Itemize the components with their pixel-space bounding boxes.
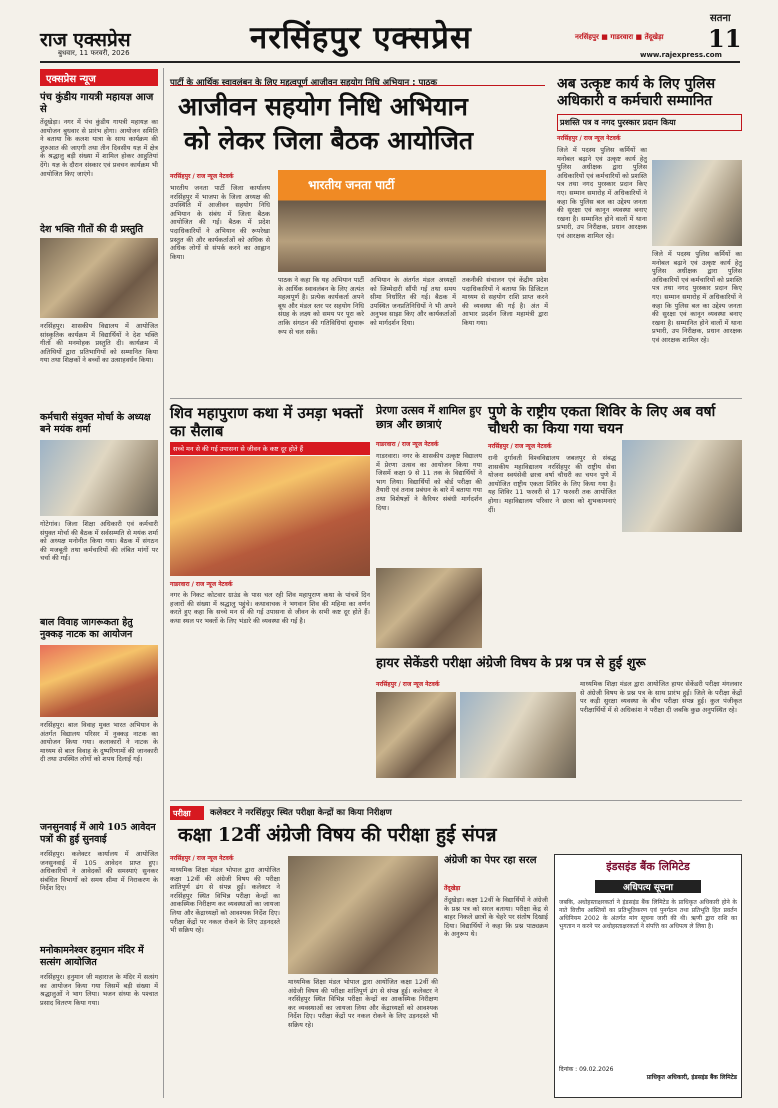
shiv-photo [170, 456, 370, 576]
bottom-kicker: कलेक्टर ने नरसिंहपुर स्थित परीक्षा केन्द्रों का किया निरीक्षण [210, 808, 392, 818]
english-body: तेंदूखेड़ा। कक्षा 12वीं के विद्यार्थियों ने अंग्रेजी के प्रश्न पत्र को सरल बताया। परीक्षा केंद्र से बाहर निकले छात्रों के चेहरे पर संतोष दिखाई दिया। विद्यार्थियों ने कहा कि प्रश्न पाठ्यक्रम के अनुरूप थे। [444, 896, 548, 939]
left-story3-body: गोटेगांव। जिला शिक्षा अधिकारी एवं कर्मचारी संयुक्त मोर्चा की बैठक में सर्वसम्मति से मयंक शर्मा को अध्यक्ष मनोनीत किया गया। बैठक में संगठन की मजबूती तथा कर्मचारियों की लंबित मांगों पर चर्चा की गई। [40, 520, 158, 563]
lead-headline-line2: को लेकर जिला बैठक आयोजित [184, 126, 474, 155]
lead-kicker [170, 70, 545, 86]
left-story4-headline: बाल विवाह जागरूकता हेतु नुक्कड़ नाटक का आयोजन [40, 617, 133, 640]
exam-photo [376, 692, 456, 778]
shiv-body: नगर के निकट कोटवार ग्राउंड के पास चल रही शिव महापुराण कथा के पांचवें दिन हजारों की संख्या में श्रद्धालु पहुंचे। कथावाचक ने भगवान शिव की महिमा का वर्णन करते हुए कहा कि सच्चे मन से की गई उपासना से जीवन के सभी कष्ट दूर होते हैं। कथा स्थल पर भक्तों के लिए भंडारे की व्यवस्था की गई है। [170, 591, 370, 625]
bottom-body-cont: माध्यमिक शिक्षा मंडल भोपाल द्वारा आयोजित कक्षा 12वीं की अंग्रेजी विषय की परीक्षा शांतिपूर्ण ढंग से संपन्न हुई। कलेक्टर ने नरसिंहपुर स्थित विभिन्न परीक्षा केन्द्रों का आकस्मिक निरीक्षण कर व्यवस्थाओं का जायजा लिया और केंद्राध्यक्षों को आवश्यक निर्देश दिए। परीक्षा केंद्रों पर नकल रोकने के लिए उड़नदस्ते भी सक्रिय रहे। [288, 978, 438, 1029]
lead-photo [278, 170, 546, 272]
right-top-body-cont: जिले में पदस्थ पुलिस कर्मियों का मनोबल बढ़ाने एवं उत्कृष्ट कार्य हेतु पुलिस अधीक्षक द्वारा पुलिस अधिकारियों एवं कर्मचारियों को प्रशस्ति पत्र तथा नगद पुरस्कार प्रदान किए गए। सम्मान समारोह में अधिकारियों ने कहा कि पुलिस बल का उद्देश्य जनता की सुरक्षा एवं कानून व्यवस्था बनाए रखना है। सम्मानित होने वालों में थाना प्रभारी, उप निरीक्षक, प्रधान आरक्षक एवं आरक्षक शामिल रहे। [652, 250, 742, 344]
lead-photo-banner: भारतीय जनता पार्टी [308, 178, 395, 192]
left-story4-body: नरसिंहपुर। बाल विवाह मुक्त भारत अभियान के अंतर्गत विद्यालय परिसर में नुक्कड़ नाटक का आयोजन किया गया। कलाकारों ने नाटक के माध्यम से बाल विवाह के दुष्परिणामों की जानकारी दी तथा उपस्थित लोगों को शपथ दिलाई गई। [40, 721, 158, 764]
row3-rule [170, 800, 742, 801]
pune-body: रानी दुर्गावती विश्वविद्यालय जबलपुर से संबद्ध शासकीय महाविद्यालय नरसिंहपुर की राष्ट्रीय सेवा योजना स्वयंसेवी छात्रा वर्षा चौधरी का चयन पुणे में आयोजित राष्ट्रीय एकता शिविर के लिए किया गया है। यह शिविर 11 फरवरी से 17 फरवरी तक आयोजित होगा। महाविद्यालय परिवार ने छात्रा को शुभकामनाएं दीं। [488, 454, 616, 514]
website[interactable]: www.rajexpress.com [640, 51, 722, 59]
bottom-byline: नरसिंहपुर / राज न्यूज नेटवर्क [170, 855, 234, 862]
shiv-headline: शिव महापुराण कथा में उमड़ा भक्तों का सैलाब [170, 404, 363, 440]
lead-col1: भारतीय जनता पार्टी जिला कार्यालय नरसिंहपुर में भाजपा के जिला अध्यक्ष की उपस्थिति में आजीवन सहयोग निधि अभियान के संबंध में जिला बैठक आयोजित की गई। बैठक में प्रदेश पदाधिकारियों ने अभियान की रूपरेखा प्रस्तुत की और कार्यकर्ताओं को अधिक से अधिक लोगों से संपर्क करने का आह्वान किया। [170, 184, 270, 261]
left-story5-headline: जनसुनवाई में आये 105 आवेदन पत्रों की हुई सुनवाई [40, 822, 156, 845]
left-story6-body: नरसिंहपुर। हनुमान जी महाराज के मंदिर में सत्संग का आयोजन किया गया जिसमें बड़ी संख्या में श्रद्धालुओं ने भाग लिया। भजन संध्या के पश्चात प्रसाद वितरण किया गया। [40, 973, 158, 1007]
exam-body: माध्यमिक शिक्षा मंडल द्वारा आयोजित हायर सेकेंडरी परीक्षा मंगलवार से अंग्रेजी विषय के प्रश्न पत्र के साथ प्रारंभ हुई। जिले के परीक्षा केंद्रों पर कड़ी सुरक्षा व्यवस्था के बीच परीक्षा संपन्न हुई। कुल पंजीकृत परीक्षार्थियों में से अधिकांश ने परीक्षा दी जबकि कुछ अनुपस्थित रहे। [580, 680, 742, 714]
masthead [0, 0, 778, 62]
left-story2-body: नरसिंहपुर। शासकीय विद्यालय में आयोजित सांस्कृतिक कार्यक्रम में विद्यार्थियों ने देश भक्ति गीतों की मनमोहक प्रस्तुति दी। कार्यक्रम में अतिथियों द्वारा प्रतिभागियों को सम्मानित किया गया तथा शिक्षकों ने बच्चों का उत्साहवर्धन किया। [40, 322, 158, 365]
advert-box [554, 854, 742, 1098]
left-story2-photo [40, 238, 158, 318]
pune-headline: पुणे के राष्ट्रीय एकता शिविर के लिए अब वर्षा चौधरी का किया गया चयन [488, 404, 716, 437]
bottom-body: माध्यमिक शिक्षा मंडल भोपाल द्वारा आयोजित कक्षा 12वीं की अंग्रेजी विषय की परीक्षा शांतिपूर्ण ढंग से संपन्न हुई। कलेक्टर ने नरसिंहपुर स्थित विभिन्न परीक्षा केन्द्रों का आकस्मिक निरीक्षण कर व्यवस्थाओं का जायजा लिया और केंद्राध्यक्षों को आवश्यक निर्देश दिए। परीक्षा केंद्रों पर नकल रोकने के लिए उड़नदस्ते भी सक्रिय रहे। [170, 866, 280, 935]
city: सतना [710, 13, 731, 24]
left-story1-body: तेंदूखेड़ा। नगर में पंच कुंडीय गायत्री महायज्ञ का आयोजन बुधवार से प्रारंभ होगा। आयोजन समिति ने बताया कि कलश यात्रा के साथ कार्यक्रम की शुरुआत की जाएगी तथा तीन दिवसीय यज्ञ में क्षेत्र के श्रद्धालु बड़ी संख्या में शामिल होकर आहुतियां देंगे। यज्ञ के दौरान संस्कार एवं प्रवचन कार्यक्रम भी आयोजित किए जाएंगे। [40, 118, 158, 178]
left-story5-body: नरसिंहपुर। कलेक्टर कार्यालय में आयोजित जनसुनवाई में 105 आवेदन प्राप्त हुए। अधिकारियों ने आवेदकों की समस्याएं सुनकर संबंधित विभागों को समय सीमा में निराकरण के निर्देश दिए। [40, 850, 158, 893]
lead-headline-line1: आजीवन सहयोग निधि अभियान [178, 92, 468, 121]
lead-col2: पाठक ने कहा कि यह अभियान पार्टी के आर्थिक स्वावलंबन के लिए अत्यंत महत्वपूर्ण है। प्रत्येक कार्यकर्ता अपने बूथ और मंडल स्तर पर सहयोग निधि संग्रह के लक्ष्य को समय पर पूरा करे ताकि संगठन की गतिविधियां सुचारू रूप से चल सकें। [278, 276, 364, 336]
right-top-body: जिले में पदस्थ पुलिस कर्मियों का मनोबल बढ़ाने एवं उत्कृष्ट कार्य हेतु पुलिस अधीक्षक द्वारा पुलिस अधिकारियों एवं कर्मचारियों को प्रशस्ति पत्र तथा नगद पुरस्कार प्रदान किए गए। सम्मान समारोह में अधिकारियों ने कहा कि पुलिस बल का उद्देश्य जनता की सुरक्षा एवं कानून व्यवस्था बनाए रखना है। सम्मानित होने वालों में थाना प्रभारी, उप निरीक्षक, प्रधान आरक्षक एवं आरक्षक शामिल रहे। [557, 146, 647, 240]
exam-byline: नरसिंहपुर / राज न्यूज नेटवर्क [376, 681, 440, 688]
prerna-body: गाडरवारा। नगर के शासकीय उत्कृष्ट विद्यालय में प्रेरणा उत्सव का आयोजन किया गया जिसमें कक्षा 9 से 11 तक के विद्यार्थियों ने भाग लिया। विद्यार्थियों को बोर्ड परीक्षा की तैयारी एवं तनाव प्रबंधन के बारे में बताया गया तथा विशेषज्ञों ने कैरियर संबंधी मार्गदर्शन दिया। [376, 452, 482, 512]
right-top-headline: अब उत्कृष्ट कार्य के लिए पुलिस अधिकारी व कर्मचारी सम्मानित [557, 76, 716, 109]
right-top-photo [652, 160, 742, 246]
row1-rule [170, 398, 742, 399]
lead-byline: नरसिंहपुर / राज न्यूज नेटवर्क [170, 173, 234, 180]
exam-headline: हायर सेकेंडरी परीक्षा अंग्रेजी विषय के प्रश्न पत्र से हुई शुरू [376, 656, 646, 671]
english-byline: तेंदूखेड़ा [444, 885, 461, 892]
bottom-section-tag: परीक्षा [170, 806, 204, 820]
date: बुधवार, 11 फरवरी, 2026 [58, 49, 130, 57]
left-story3-photo [40, 440, 158, 516]
lead-col4: तकनीकी संचालन एवं केंद्रीय प्रदेश पदाधिकारियों ने बताया कि डिजिटल माध्यम से सहयोग राशि प्राप्त करने की व्यवस्था की गई है। अंत में आभार प्रदर्शन जिला महामंत्री द्वारा किया गया। [462, 276, 548, 327]
left-story1-headline: पंच कुंडीय गायत्री महायज्ञ आज से [40, 92, 154, 115]
editions: नरसिंहपुर ■ गाडरवारा ■ तेंदूखेड़ा [575, 33, 664, 41]
bottom-headline: कक्षा 12वीं अंग्रेजी विषय की परीक्षा हुई संपन्न [178, 824, 497, 846]
left-story2-headline: देश भक्ति गीतों की दी प्रस्तुति [40, 224, 144, 235]
exam-photo2 [460, 692, 576, 778]
masthead-rule [40, 61, 740, 63]
newspaper-title: नरसिंहपुर एक्सप्रेस [250, 20, 472, 56]
advert-bank: इंडसइंड बैंक लिमिटेड [606, 860, 690, 873]
left-story3-headline: कर्मचारी संयुक्त मोर्चा के अध्यक्ष बने मयंक शर्मा [40, 412, 151, 435]
prerna-photo [376, 568, 482, 648]
lead-kicker-text: पार्टी के आर्थिक स्वावलंबन के लिए महत्वपूर्ण आजीवन सहयोग निधि अभियान : पाठक [170, 78, 438, 88]
bottom-photo [288, 856, 438, 974]
left-story6-headline: मनोकामनेश्वर हनुमान मंदिर में सत्संग आयोजित [40, 945, 144, 968]
prerna-headline: प्रेरणा उत्सव में शामिल हुए छात्र और छात्राएं [376, 404, 482, 431]
left-story4-photo [40, 645, 158, 717]
advert-heading: अधिपत्य सूचना [595, 880, 701, 893]
right-top-byline: नरसिंहपुर / राज न्यूज नेटवर्क [557, 135, 621, 142]
pune-byline: नरसिंहपुर / राज न्यूज नेटवर्क [488, 443, 552, 450]
section-label: एक्सप्रेस न्यूज [40, 69, 158, 86]
advert-date: दिनांक : 09.02.2026 [559, 1066, 614, 1073]
english-headline: अंग्रेजी का पेपर रहा सरल [444, 855, 537, 866]
shiv-byline: गाडरवारा / राज न्यूज नेटवर्क [170, 581, 233, 588]
lead-col3: अभियान के अंतर्गत मंडल अध्यक्षों को जिम्मेदारी सौंपी गई तथा समय सीमा निर्धारित की गई। बैठक में उपस्थित जनप्रतिनिधियों ने भी अपने अनुभव साझा किए और कार्यकर्ताओं को मार्गदर्शन दिया। [370, 276, 456, 327]
pune-photo [622, 440, 742, 532]
advert-body: जबकि, अधोहस्ताक्षरकर्ता ने इंडसइंड बैंक लिमिटेड के प्राधिकृत अधिकारी होने के नाते वित्तीय आस्तियों का प्रतिभूतिकरण एवं पुनर्गठन तथा प्रतिभूति हित प्रवर्तन अधिनियम 2002 के अंतर्गत मांग सूचना जारी की थी। ऋणी द्वारा राशि का भुगतान न करने पर अधोहस्ताक्षरकर्ता ने संपत्ति का अधिपत्य ले लिया है। [559, 899, 737, 930]
shiv-subhead: सच्चे मन से की गई उपासना से जीवन के कष्ट दूर होते हैं [170, 442, 370, 455]
right-top-subhead: प्रशस्ति पत्र व नगद पुरस्कार प्रदान किया [557, 114, 742, 131]
brand-left: राज एक्सप्रेस [40, 29, 131, 51]
left-column-divider [163, 68, 164, 1098]
advert-signature: प्राधिकृत अधिकारी, इंडसइंड बैंक लिमिटेड [646, 1074, 737, 1081]
page-number: 11 [708, 24, 742, 53]
prerna-byline: गाडरवारा / राज न्यूज नेटवर्क [376, 441, 439, 448]
